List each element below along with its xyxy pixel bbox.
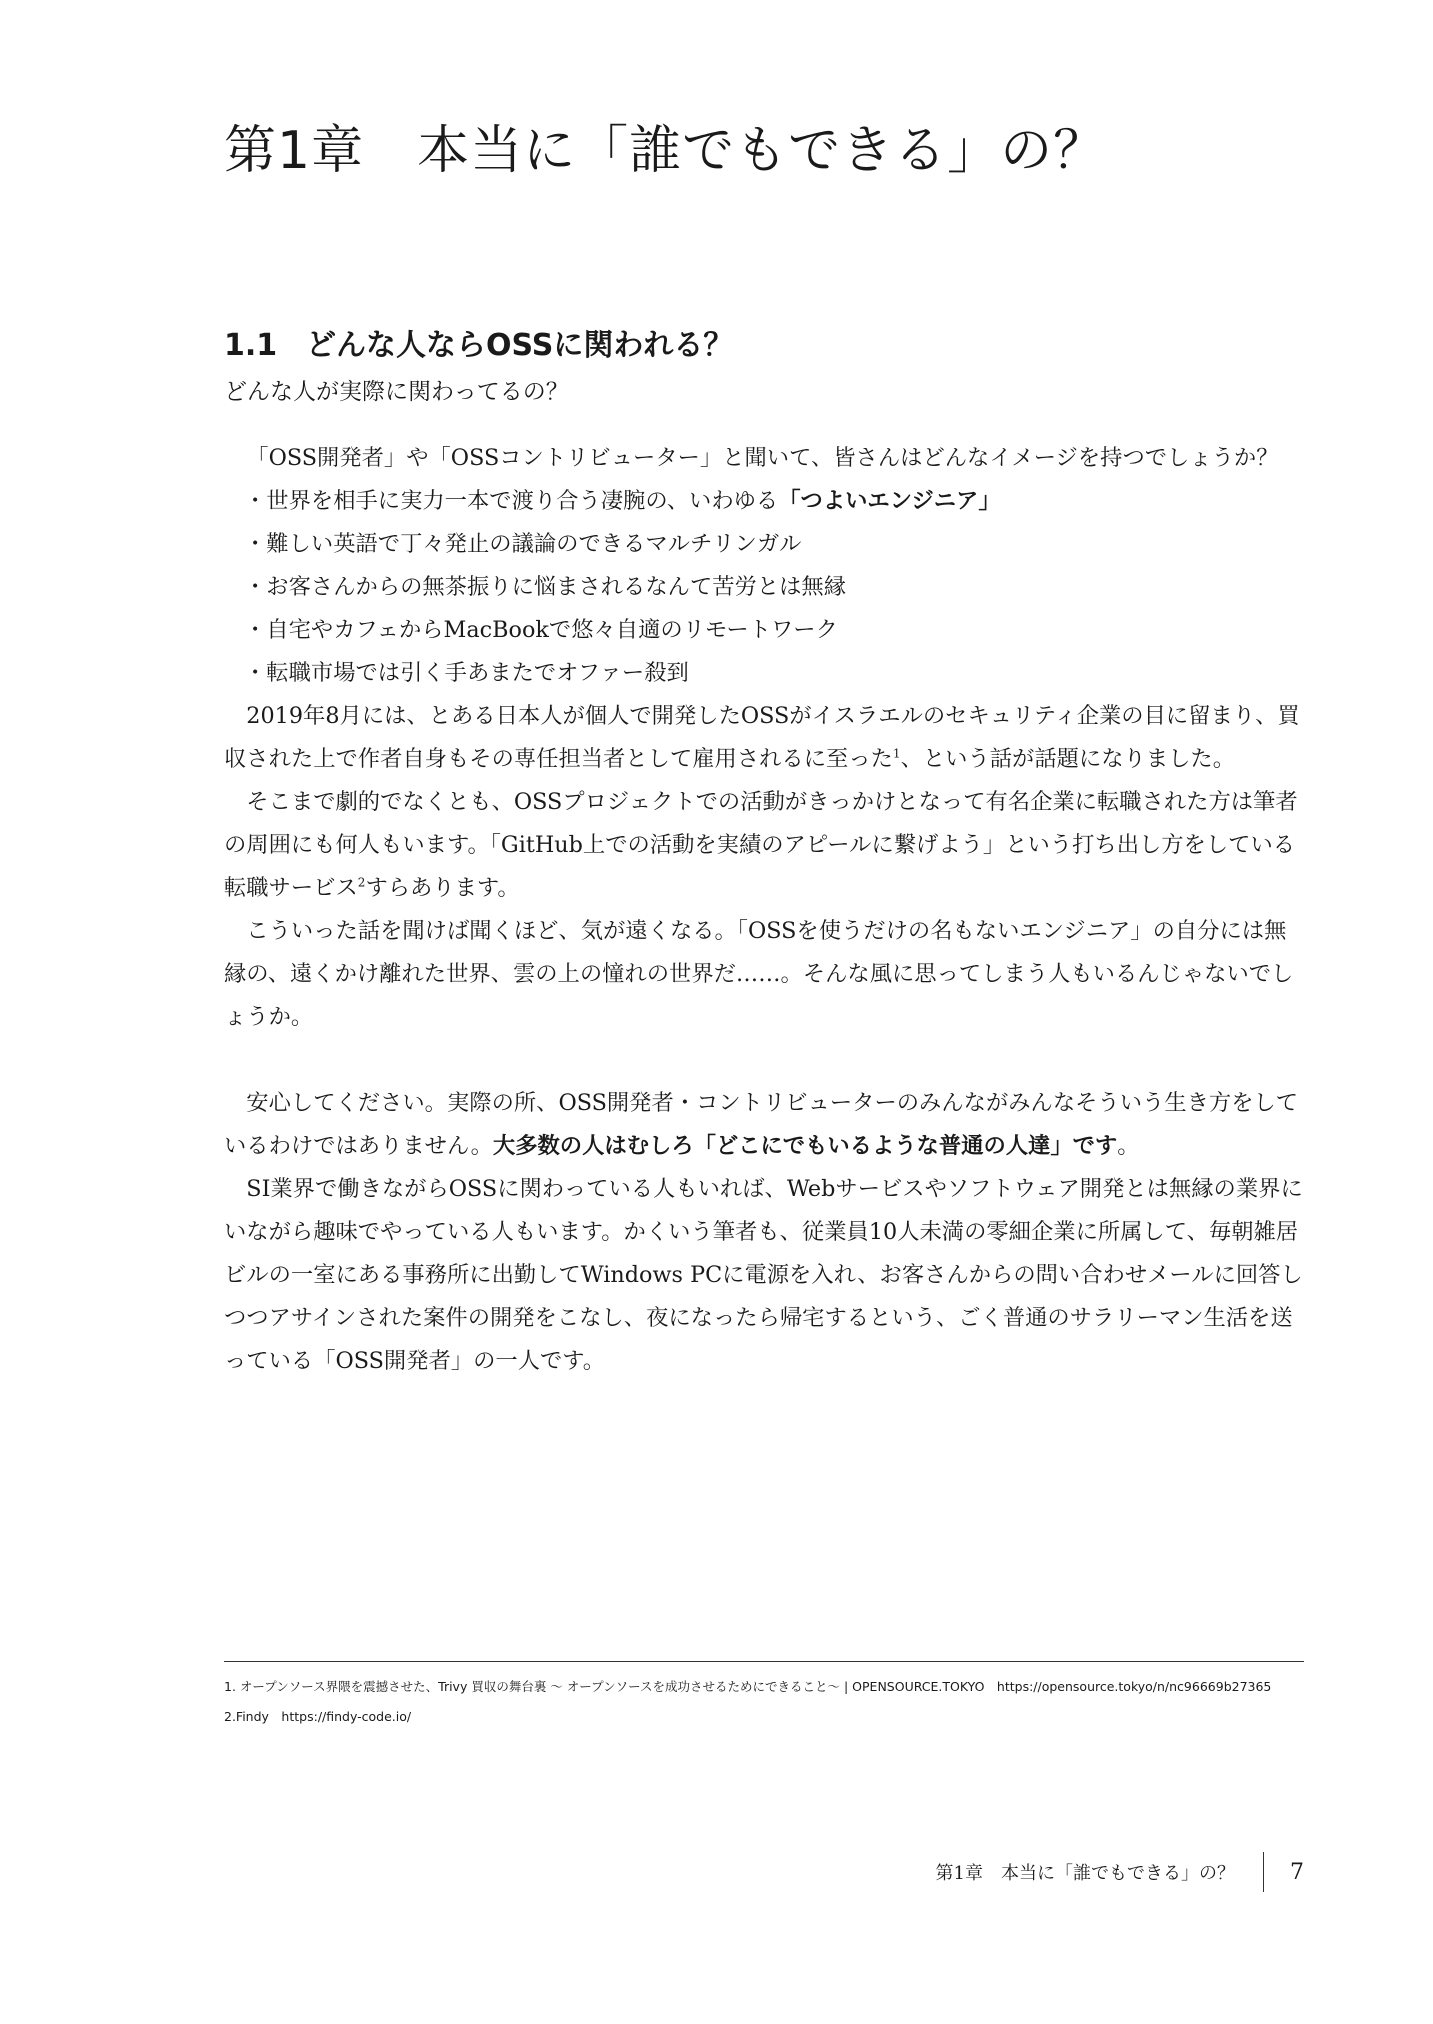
section-title [224, 320, 733, 364]
paragraph-5 [224, 1082, 1304, 1168]
paragraph-1: 「OSS開発者」や「OSSコントリビューター」と聞いて、皆さんはどんなイメージを持つでしょうか？ [246, 445, 1279, 471]
paragraph-5-text-cont: 。 [1117, 1133, 1140, 1159]
bullet-text: ・世界を相手に実力一本で渡り合う凄腕の、いわゆる [244, 488, 779, 514]
running-title: 第1章 本当に「誰でもできる」の？ [935, 1863, 1235, 1884]
body-text [224, 437, 1304, 1383]
bullet-item: ・お客さんからの無茶振りに悩まされるなんて苦労とは無縁 [244, 574, 847, 600]
footnote-2[interactable]: 2.Findy https://findy-code.io/ [224, 1709, 412, 1724]
paragraph-5-bold: 大多数の人はむしろ「どこにでもいるような普通の人達」です [492, 1133, 1118, 1159]
paragraph-2-text-cont: 、という話が話題になりました。 [900, 746, 1236, 772]
bullet-bold-text: 「つよいエンジニア」 [778, 488, 1001, 514]
paragraph-3-text-cont: すらあります。 [365, 875, 520, 901]
footnote-ref-2[interactable]: 2 [357, 875, 366, 890]
footnote-divider [224, 1661, 1304, 1662]
paragraph-6: SI業界で働きながらOSSに関わっている人もいれば、Webサービスやソフトウェア開発とは無縁の業界にいながら趣味でやっている人もいます。かくいう筆者も、従業員10人未満の零細企業に所属して、毎朝雑居ビルの一室にある事務所に出勤してWindows PCに電源を入れ、お客さんからの問い合わせメールに回答しつつアサインされた案件の開発をこなし、夜になったら帰宅するという、ごく普通のサラリーマン生活を送っている「OSS開発者」の一人です。 [224, 1176, 1303, 1374]
paragraph-2 [224, 695, 1304, 781]
bullet-item [244, 480, 1304, 523]
subheading: どんな人が実際に関わってるの？ [224, 379, 569, 405]
page-number: 7 [1290, 1859, 1304, 1885]
bullet-item: ・自宅やカフェからMacBookで悠々自適のリモートワーク [244, 617, 838, 643]
paragraph-3-text: そこまで劇的でなくとも、OSSプロジェクトでの活動がきっかけとなって有名企業に転職された方は筆者の周囲にも何人もいます。「GitHub上での活動を実績のアピールに繋げよう」という打ち出し方をしている転職サービス [224, 789, 1298, 901]
paragraph-3 [224, 781, 1304, 910]
bullet-item: ・難しい英語で丁々発止の議論のできるマルチリンガル [244, 531, 802, 557]
footer-divider [1263, 1852, 1264, 1892]
footnote-ref-1[interactable]: 1 [892, 746, 901, 761]
paragraph-gap [224, 1039, 1304, 1082]
footnote-1[interactable]: 1. オープンソース界隈を震撼させた、Trivy 買収の舞台裏 ～ オープンソースを成功させるためにできること～ | OPENSOURCE.TOKYO https://opensource.tokyo/n/nc96669b27365 [224, 1679, 1272, 1694]
page-footer [936, 1852, 1304, 1892]
bullet-item: ・転職市場では引く手あまたでオファー殺到 [244, 660, 689, 686]
chapter-title: 第1章 本当に「誰でもできる」の？ [224, 121, 1107, 181]
section-title-text: どんな人ならOSSに関われる？ [306, 328, 734, 363]
paragraph-5-text: 安心してください。実際の所、OSS開発者・コントリビューターのみんながみんなそういう生き方をしているわけではありません。 [224, 1090, 1299, 1159]
bullet-list [224, 480, 1304, 695]
paragraph-2-text: 2019年8月には、とある日本人が個人で開発したOSSがイスラエルのセキュリティ企業の目に留まり、買収された上で作者自身もその専任担当者として雇用されるに至った [224, 703, 1300, 772]
footnotes [224, 1672, 1304, 1732]
section-number: 1.1 [224, 328, 278, 363]
paragraph-4: こういった話を聞けば聞くほど、気が遠くなる。「OSSを使うだけの名もないエンジニア」の自分には無縁の、遠くかけ離れた世界、雲の上の憧れの世界だ……。そんな風に思ってしまう人もいるんじゃないでしょうか。 [224, 918, 1294, 1030]
